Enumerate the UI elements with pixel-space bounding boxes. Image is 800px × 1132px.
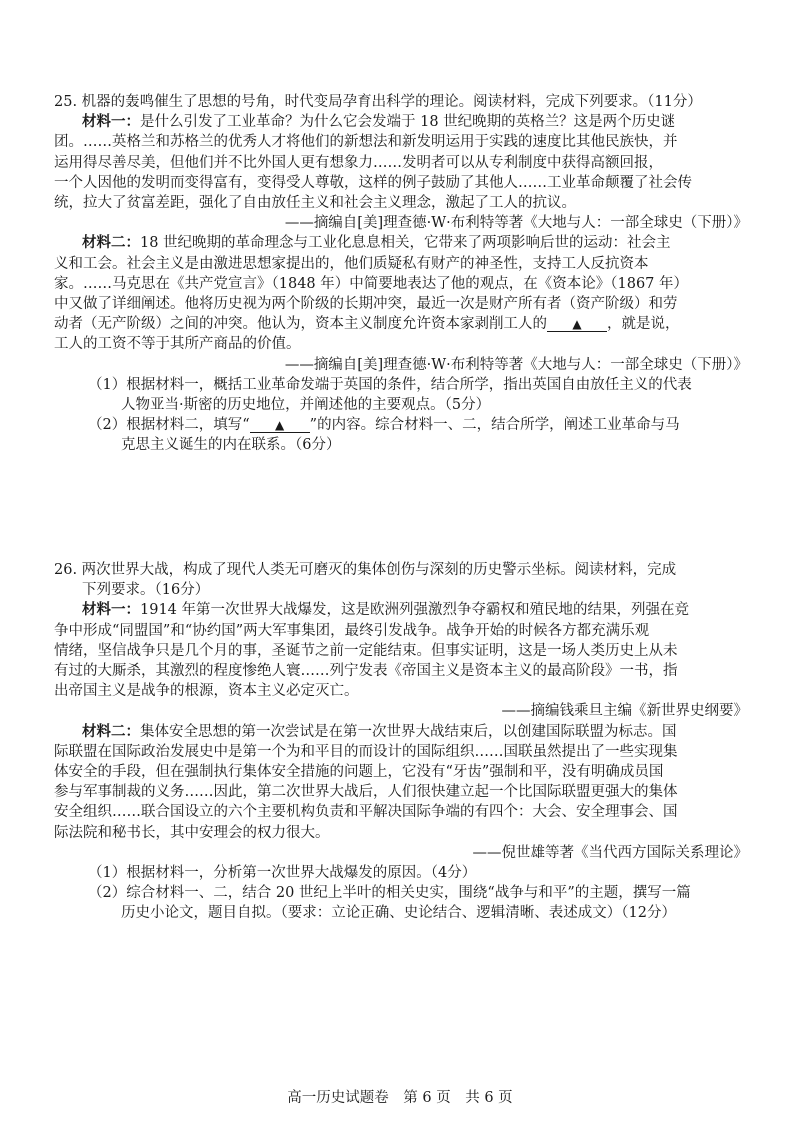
material-text: 体安全的手段，但在强制执行集体安全措施的问题上，它没有“牙齿”强制和平，没有明确成员国 (54, 764, 664, 781)
material-text: 1914 年第一次世界大战爆发，这是欧洲列强激烈争夺霸权和殖民地的结果，列强在竞 (140, 602, 690, 619)
material-source: ——摘编自[美]理查德·W·布利特等著《大地与人：一部全球史（下册）》 (284, 356, 748, 373)
subquestion-number: （1） (88, 376, 127, 393)
material-label: 材料一： (82, 601, 140, 619)
fill-blank: ▲ (547, 317, 607, 332)
material-label: 材料一： (82, 113, 140, 131)
material-text: 中又做了详细阐述。他将历史视为两个阶级的长期冲突，最近一次是财产所有者（资产阶级）和劳 (54, 296, 678, 313)
q26-material-2 (54, 722, 754, 863)
subquestion-text: 根据材料一，分析第一次世界大战爆发的原因。（4分） (126, 865, 477, 882)
material-text: 义和工会。社会主义是由激进思想家提出的，他们质疑私有财产的神圣性，支持工人反抗资本 (54, 255, 649, 272)
question-25 (54, 92, 754, 456)
subquestion-number: （2） (88, 885, 127, 902)
material-text: 工人的工资不等于其所产商品的价值。 (54, 336, 301, 353)
material-text: 情绪，坚信战争只是几个月的事，圣诞节之前一定能结束。但事实证明，这是一场人类历史上从未 (54, 642, 678, 659)
material-text: 18 世纪晚期的革命理念与工业化息息相关，它带来了两项影响后世的运动：社会主 (140, 235, 671, 252)
subquestion-number: （2） (88, 417, 127, 434)
subquestion-number: （1） (88, 865, 127, 882)
subquestion-text: 综合材料一、二，结合 20 世纪上半叶的相关史实，围绕“战争与和平”的主题，撰写一篇 (126, 885, 691, 902)
material-text: 际法院和秘书长，其中安理会的权力很大。 (54, 824, 330, 841)
subquestion-text: 历史小论文，题目自拟。（要求：立论正确、史论结合、逻辑清晰、表述成文）（12分） (121, 905, 676, 922)
subquestion-text: 根据材料一，概括工业革命发端于英国的条件，结合所学，指出英国自由放任主义的代表 (126, 376, 692, 393)
material-label: 材料二： (82, 234, 140, 252)
q25-subquestion-2 (54, 415, 754, 455)
q26-subquestion-1 (54, 863, 754, 883)
material-text: 参与军事制裁的义务……因此，第二次世界大战后，人们很快建立起一个比国际联盟更强大的集体 (54, 784, 678, 801)
material-text: 际联盟在国际政治发展史中是第一个为和平目的而设计的国际组织……国联虽然提出了一些实现集 (54, 743, 678, 760)
material-text: 安全组织……联合国设立的六个主要机构负责和平解决国际争端的有四个：大会、安全理事会、国 (54, 804, 678, 821)
material-text: 家。……马克思在《共产党宣言》（1848 年）中简要地表达了他的观点，在《资本论》（1867 年） (54, 275, 689, 292)
material-text: 动者（无产阶级）之间的冲突。他认为，资本主义制度允许资本家剥削工人的 (54, 316, 547, 333)
q25-material-1 (54, 112, 754, 233)
question-26-stem: 26. 两次世界大战，构成了现代人类无可磨灭的集体创伤与深刻的历史警示坐标。阅读材料，完成 (54, 562, 677, 578)
material-text: 争中形成“同盟国”和“协约国”两大军事集团，最终引发战争。战争开始的时候各方都充满乐观 (54, 622, 650, 639)
material-text: ，就是说， (607, 316, 680, 333)
material-text: 有过的大厮杀，其激烈的程度惨绝人寰……列宁发表《帝国主义是资本主义的最高阶段》一书，指 (54, 663, 678, 680)
material-text: 出帝国主义是战争的根源，资本主义必定灭亡。 (54, 683, 359, 700)
q26-subquestion-2 (54, 883, 754, 923)
page-footer: 高一历史试题卷 第 6 页 共 6 页 (287, 1090, 513, 1106)
q26-material-1 (54, 600, 754, 721)
question-25-stem: 25. 机器的轰鸣催生了思想的号角，时代变局孕育出科学的理论。阅读材料，完成下列要求。（11分） (54, 94, 702, 110)
material-text: 集体安全思想的第一次尝试是在第一次世界大战结束后，以创建国际联盟为标志。国 (140, 723, 677, 740)
material-text: 运用得尽善尽美，但他们并不比外国人更有想象力……发明者可以从专利制度中获得高额回报， (54, 154, 663, 171)
material-text: 是什么引发了工业革命？为什么它会发端于 18 世纪晚期的英格兰？这是两个历史谜 (140, 114, 676, 131)
fill-blank: ▲ (250, 418, 310, 433)
question-26 (54, 560, 754, 924)
subquestion-text: 根据材料二，填写“ (126, 417, 250, 434)
q25-material-2 (54, 233, 754, 374)
q25-subquestion-1 (54, 375, 754, 415)
material-text: 团。……英格兰和苏格兰的优秀人才将他们的新想法和新发明运用于实践的速度比其他民族快，并 (54, 134, 678, 151)
subquestion-text: ”的内容。综合材料一、二，结合所学，阐述工业革命与马 (309, 417, 680, 434)
subquestion-text: 人物亚当·斯密的历史地位，并阐述他的主要观点。（5分） (121, 397, 491, 414)
material-text: 统，拉大了贫富差距，强化了自由放任主义和社会主义理念，激起了工人的抗议。 (54, 195, 576, 212)
question-26-stem: 下列要求。（16分） (82, 582, 210, 599)
material-label: 材料二： (82, 722, 140, 740)
material-source: ——倪世雄等著《当代西方国际关系理论》 (472, 844, 748, 861)
material-text: 一个人因他的发明而变得富有，变得受人尊敬，这样的例子鼓励了其他人……工业革命颠覆了社会传 (54, 174, 692, 191)
material-source: ——摘编自[美]理查德·W·布利特等著《大地与人：一部全球史（下册）》 (284, 215, 748, 232)
material-source: ——摘编钱乘旦主编《新世界史纲要》 (501, 703, 748, 720)
subquestion-text: 克思主义诞生的内在联系。（6分） (121, 437, 341, 454)
